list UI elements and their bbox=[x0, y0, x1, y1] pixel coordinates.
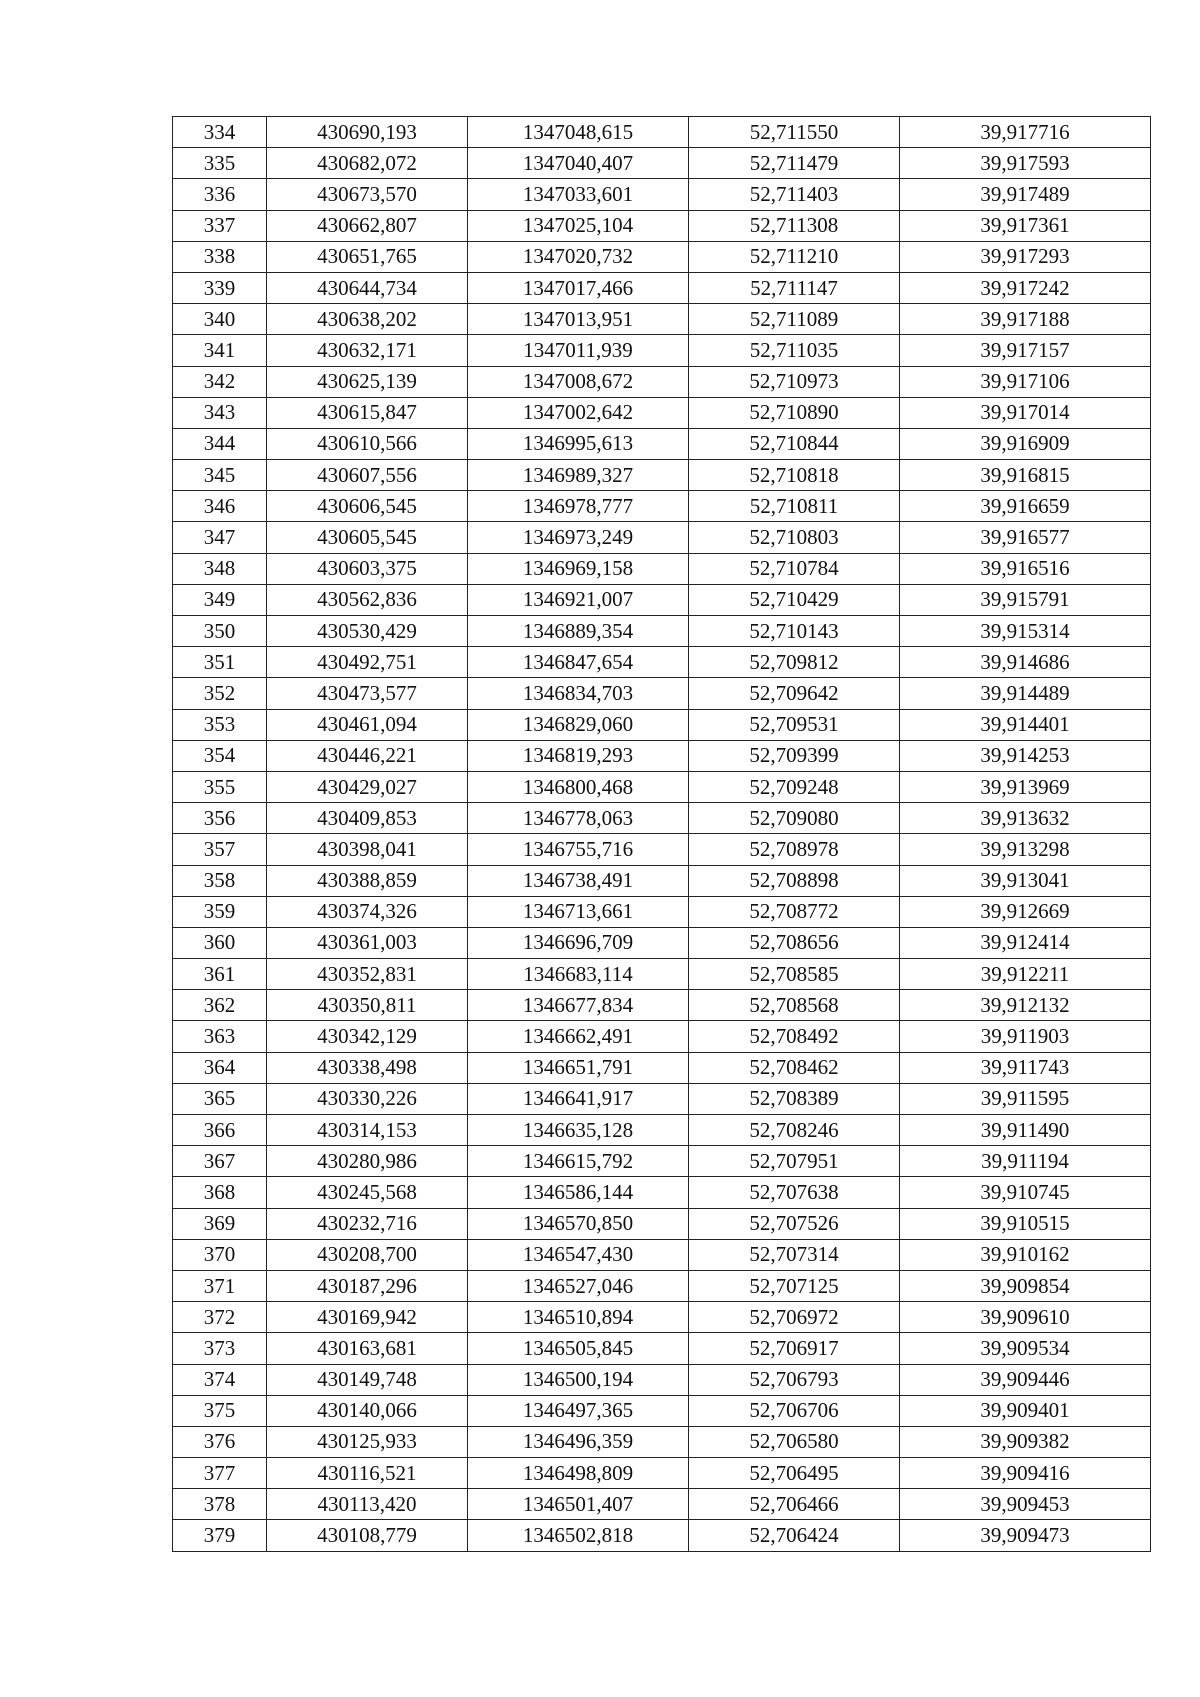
x-coordinate-cell: 430398,041 bbox=[267, 834, 468, 865]
point-number-cell: 359 bbox=[173, 896, 267, 927]
table-row bbox=[173, 1052, 1151, 1083]
latitude-cell: 52,710844 bbox=[689, 428, 900, 459]
y-coordinate-cell: 1346497,365 bbox=[468, 1395, 689, 1426]
y-coordinate-cell: 1346713,661 bbox=[468, 896, 689, 927]
point-number-cell: 378 bbox=[173, 1489, 267, 1520]
point-number-cell: 354 bbox=[173, 740, 267, 771]
x-coordinate-cell: 430615,847 bbox=[267, 397, 468, 428]
longitude-cell: 39,910515 bbox=[900, 1208, 1151, 1239]
x-coordinate-cell: 430350,811 bbox=[267, 990, 468, 1021]
table-row bbox=[173, 304, 1151, 335]
latitude-cell: 52,708898 bbox=[689, 865, 900, 896]
table-row bbox=[173, 210, 1151, 241]
point-number-cell: 345 bbox=[173, 460, 267, 491]
x-coordinate-cell: 430232,716 bbox=[267, 1208, 468, 1239]
table-row bbox=[173, 272, 1151, 303]
point-number-cell: 357 bbox=[173, 834, 267, 865]
point-number-cell: 366 bbox=[173, 1115, 267, 1146]
x-coordinate-cell: 430113,420 bbox=[267, 1489, 468, 1520]
table-row bbox=[173, 1146, 1151, 1177]
x-coordinate-cell: 430116,521 bbox=[267, 1458, 468, 1489]
point-number-cell: 373 bbox=[173, 1333, 267, 1364]
x-coordinate-cell: 430208,700 bbox=[267, 1239, 468, 1270]
table-row bbox=[173, 491, 1151, 522]
longitude-cell: 39,910162 bbox=[900, 1239, 1151, 1270]
table-row bbox=[173, 1302, 1151, 1333]
x-coordinate-cell: 430562,836 bbox=[267, 584, 468, 615]
longitude-cell: 39,909416 bbox=[900, 1458, 1151, 1489]
table-row bbox=[173, 803, 1151, 834]
y-coordinate-cell: 1346570,850 bbox=[468, 1208, 689, 1239]
longitude-cell: 39,917188 bbox=[900, 304, 1151, 335]
point-number-cell: 348 bbox=[173, 553, 267, 584]
y-coordinate-cell: 1346615,792 bbox=[468, 1146, 689, 1177]
latitude-cell: 52,706580 bbox=[689, 1426, 900, 1457]
y-coordinate-cell: 1347040,407 bbox=[468, 148, 689, 179]
y-coordinate-cell: 1346641,917 bbox=[468, 1083, 689, 1114]
y-coordinate-cell: 1346969,158 bbox=[468, 553, 689, 584]
table-row bbox=[173, 148, 1151, 179]
latitude-cell: 52,709812 bbox=[689, 647, 900, 678]
x-coordinate-cell: 430461,094 bbox=[267, 709, 468, 740]
y-coordinate-cell: 1346651,791 bbox=[468, 1052, 689, 1083]
y-coordinate-cell: 1346989,327 bbox=[468, 460, 689, 491]
longitude-cell: 39,913041 bbox=[900, 865, 1151, 896]
y-coordinate-cell: 1346829,060 bbox=[468, 709, 689, 740]
x-coordinate-cell: 430673,570 bbox=[267, 179, 468, 210]
y-coordinate-cell: 1347013,951 bbox=[468, 304, 689, 335]
x-coordinate-cell: 430530,429 bbox=[267, 616, 468, 647]
y-coordinate-cell: 1346586,144 bbox=[468, 1177, 689, 1208]
latitude-cell: 52,707125 bbox=[689, 1270, 900, 1301]
table-row bbox=[173, 1239, 1151, 1270]
longitude-cell: 39,909534 bbox=[900, 1333, 1151, 1364]
longitude-cell: 39,917106 bbox=[900, 366, 1151, 397]
table-row bbox=[173, 1395, 1151, 1426]
point-number-cell: 369 bbox=[173, 1208, 267, 1239]
longitude-cell: 39,909382 bbox=[900, 1426, 1151, 1457]
point-number-cell: 356 bbox=[173, 803, 267, 834]
latitude-cell: 52,708492 bbox=[689, 1021, 900, 1052]
latitude-cell: 52,710811 bbox=[689, 491, 900, 522]
longitude-cell: 39,911490 bbox=[900, 1115, 1151, 1146]
latitude-cell: 52,711403 bbox=[689, 179, 900, 210]
point-number-cell: 372 bbox=[173, 1302, 267, 1333]
x-coordinate-cell: 430314,153 bbox=[267, 1115, 468, 1146]
y-coordinate-cell: 1347017,466 bbox=[468, 272, 689, 303]
y-coordinate-cell: 1346498,809 bbox=[468, 1458, 689, 1489]
x-coordinate-cell: 430682,072 bbox=[267, 148, 468, 179]
y-coordinate-cell: 1347002,642 bbox=[468, 397, 689, 428]
y-coordinate-cell: 1346496,359 bbox=[468, 1426, 689, 1457]
table-row bbox=[173, 834, 1151, 865]
table-row bbox=[173, 335, 1151, 366]
longitude-cell: 39,912211 bbox=[900, 959, 1151, 990]
table-row bbox=[173, 117, 1151, 148]
table-row bbox=[173, 771, 1151, 802]
latitude-cell: 52,711550 bbox=[689, 117, 900, 148]
y-coordinate-cell: 1346683,114 bbox=[468, 959, 689, 990]
point-number-cell: 352 bbox=[173, 678, 267, 709]
latitude-cell: 52,710818 bbox=[689, 460, 900, 491]
latitude-cell: 52,710803 bbox=[689, 522, 900, 553]
x-coordinate-cell: 430169,942 bbox=[267, 1302, 468, 1333]
y-coordinate-cell: 1346502,818 bbox=[468, 1520, 689, 1551]
coordinates-table-body bbox=[173, 117, 1151, 1552]
y-coordinate-cell: 1346819,293 bbox=[468, 740, 689, 771]
latitude-cell: 52,710973 bbox=[689, 366, 900, 397]
x-coordinate-cell: 430644,734 bbox=[267, 272, 468, 303]
longitude-cell: 39,913969 bbox=[900, 771, 1151, 802]
latitude-cell: 52,708389 bbox=[689, 1083, 900, 1114]
point-number-cell: 353 bbox=[173, 709, 267, 740]
point-number-cell: 371 bbox=[173, 1270, 267, 1301]
y-coordinate-cell: 1347011,939 bbox=[468, 335, 689, 366]
longitude-cell: 39,916909 bbox=[900, 428, 1151, 459]
longitude-cell: 39,917242 bbox=[900, 272, 1151, 303]
x-coordinate-cell: 430149,748 bbox=[267, 1364, 468, 1395]
x-coordinate-cell: 430388,859 bbox=[267, 865, 468, 896]
longitude-cell: 39,915791 bbox=[900, 584, 1151, 615]
y-coordinate-cell: 1346547,430 bbox=[468, 1239, 689, 1270]
latitude-cell: 52,706917 bbox=[689, 1333, 900, 1364]
latitude-cell: 52,711147 bbox=[689, 272, 900, 303]
table-row bbox=[173, 709, 1151, 740]
longitude-cell: 39,916516 bbox=[900, 553, 1151, 584]
point-number-cell: 342 bbox=[173, 366, 267, 397]
y-coordinate-cell: 1347048,615 bbox=[468, 117, 689, 148]
x-coordinate-cell: 430473,577 bbox=[267, 678, 468, 709]
point-number-cell: 346 bbox=[173, 491, 267, 522]
x-coordinate-cell: 430603,375 bbox=[267, 553, 468, 584]
point-number-cell: 351 bbox=[173, 647, 267, 678]
latitude-cell: 52,706793 bbox=[689, 1364, 900, 1395]
table-row bbox=[173, 1458, 1151, 1489]
y-coordinate-cell: 1347025,104 bbox=[468, 210, 689, 241]
y-coordinate-cell: 1346800,468 bbox=[468, 771, 689, 802]
x-coordinate-cell: 430352,831 bbox=[267, 959, 468, 990]
point-number-cell: 355 bbox=[173, 771, 267, 802]
point-number-cell: 368 bbox=[173, 1177, 267, 1208]
x-coordinate-cell: 430245,568 bbox=[267, 1177, 468, 1208]
point-number-cell: 360 bbox=[173, 927, 267, 958]
longitude-cell: 39,917157 bbox=[900, 335, 1151, 366]
longitude-cell: 39,917716 bbox=[900, 117, 1151, 148]
point-number-cell: 347 bbox=[173, 522, 267, 553]
longitude-cell: 39,911743 bbox=[900, 1052, 1151, 1083]
latitude-cell: 52,709399 bbox=[689, 740, 900, 771]
longitude-cell: 39,912414 bbox=[900, 927, 1151, 958]
table-row bbox=[173, 1489, 1151, 1520]
latitude-cell: 52,709080 bbox=[689, 803, 900, 834]
latitude-cell: 52,707526 bbox=[689, 1208, 900, 1239]
longitude-cell: 39,917593 bbox=[900, 148, 1151, 179]
x-coordinate-cell: 430429,027 bbox=[267, 771, 468, 802]
y-coordinate-cell: 1346778,063 bbox=[468, 803, 689, 834]
y-coordinate-cell: 1346662,491 bbox=[468, 1021, 689, 1052]
longitude-cell: 39,911194 bbox=[900, 1146, 1151, 1177]
point-number-cell: 362 bbox=[173, 990, 267, 1021]
y-coordinate-cell: 1346978,777 bbox=[468, 491, 689, 522]
x-coordinate-cell: 430140,066 bbox=[267, 1395, 468, 1426]
x-coordinate-cell: 430374,326 bbox=[267, 896, 468, 927]
longitude-cell: 39,913632 bbox=[900, 803, 1151, 834]
x-coordinate-cell: 430492,751 bbox=[267, 647, 468, 678]
point-number-cell: 374 bbox=[173, 1364, 267, 1395]
point-number-cell: 377 bbox=[173, 1458, 267, 1489]
longitude-cell: 39,909854 bbox=[900, 1270, 1151, 1301]
x-coordinate-cell: 430108,779 bbox=[267, 1520, 468, 1551]
table-row bbox=[173, 1208, 1151, 1239]
table-row bbox=[173, 1083, 1151, 1114]
x-coordinate-cell: 430607,556 bbox=[267, 460, 468, 491]
table-row bbox=[173, 896, 1151, 927]
longitude-cell: 39,917014 bbox=[900, 397, 1151, 428]
latitude-cell: 52,711089 bbox=[689, 304, 900, 335]
y-coordinate-cell: 1346973,249 bbox=[468, 522, 689, 553]
y-coordinate-cell: 1346921,007 bbox=[468, 584, 689, 615]
y-coordinate-cell: 1347033,601 bbox=[468, 179, 689, 210]
x-coordinate-cell: 430605,545 bbox=[267, 522, 468, 553]
y-coordinate-cell: 1346635,128 bbox=[468, 1115, 689, 1146]
y-coordinate-cell: 1347020,732 bbox=[468, 241, 689, 272]
table-row bbox=[173, 616, 1151, 647]
point-number-cell: 370 bbox=[173, 1239, 267, 1270]
latitude-cell: 52,708585 bbox=[689, 959, 900, 990]
longitude-cell: 39,909401 bbox=[900, 1395, 1151, 1426]
y-coordinate-cell: 1346527,046 bbox=[468, 1270, 689, 1301]
coordinates-table bbox=[172, 116, 1151, 1552]
x-coordinate-cell: 430187,296 bbox=[267, 1270, 468, 1301]
latitude-cell: 52,710784 bbox=[689, 553, 900, 584]
longitude-cell: 39,913298 bbox=[900, 834, 1151, 865]
longitude-cell: 39,914253 bbox=[900, 740, 1151, 771]
longitude-cell: 39,914401 bbox=[900, 709, 1151, 740]
y-coordinate-cell: 1346889,354 bbox=[468, 616, 689, 647]
point-number-cell: 349 bbox=[173, 584, 267, 615]
table-row bbox=[173, 1115, 1151, 1146]
latitude-cell: 52,709642 bbox=[689, 678, 900, 709]
point-number-cell: 361 bbox=[173, 959, 267, 990]
longitude-cell: 39,911903 bbox=[900, 1021, 1151, 1052]
longitude-cell: 39,909473 bbox=[900, 1520, 1151, 1551]
point-number-cell: 337 bbox=[173, 210, 267, 241]
table-row bbox=[173, 1333, 1151, 1364]
longitude-cell: 39,909610 bbox=[900, 1302, 1151, 1333]
y-coordinate-cell: 1346510,894 bbox=[468, 1302, 689, 1333]
point-number-cell: 343 bbox=[173, 397, 267, 428]
longitude-cell: 39,911595 bbox=[900, 1083, 1151, 1114]
table-row bbox=[173, 1270, 1151, 1301]
x-coordinate-cell: 430163,681 bbox=[267, 1333, 468, 1364]
point-number-cell: 363 bbox=[173, 1021, 267, 1052]
longitude-cell: 39,916815 bbox=[900, 460, 1151, 491]
y-coordinate-cell: 1346847,654 bbox=[468, 647, 689, 678]
x-coordinate-cell: 430280,986 bbox=[267, 1146, 468, 1177]
x-coordinate-cell: 430662,807 bbox=[267, 210, 468, 241]
table-row bbox=[173, 460, 1151, 491]
point-number-cell: 339 bbox=[173, 272, 267, 303]
latitude-cell: 52,709531 bbox=[689, 709, 900, 740]
point-number-cell: 340 bbox=[173, 304, 267, 335]
table-row bbox=[173, 1177, 1151, 1208]
table-row bbox=[173, 678, 1151, 709]
latitude-cell: 52,706424 bbox=[689, 1520, 900, 1551]
x-coordinate-cell: 430125,933 bbox=[267, 1426, 468, 1457]
y-coordinate-cell: 1346500,194 bbox=[468, 1364, 689, 1395]
point-number-cell: 367 bbox=[173, 1146, 267, 1177]
x-coordinate-cell: 430651,765 bbox=[267, 241, 468, 272]
point-number-cell: 376 bbox=[173, 1426, 267, 1457]
y-coordinate-cell: 1346696,709 bbox=[468, 927, 689, 958]
latitude-cell: 52,706466 bbox=[689, 1489, 900, 1520]
point-number-cell: 375 bbox=[173, 1395, 267, 1426]
point-number-cell: 336 bbox=[173, 179, 267, 210]
latitude-cell: 52,710429 bbox=[689, 584, 900, 615]
latitude-cell: 52,708462 bbox=[689, 1052, 900, 1083]
latitude-cell: 52,707951 bbox=[689, 1146, 900, 1177]
point-number-cell: 335 bbox=[173, 148, 267, 179]
longitude-cell: 39,917361 bbox=[900, 210, 1151, 241]
y-coordinate-cell: 1347008,672 bbox=[468, 366, 689, 397]
table-row bbox=[173, 584, 1151, 615]
latitude-cell: 52,711035 bbox=[689, 335, 900, 366]
longitude-cell: 39,917489 bbox=[900, 179, 1151, 210]
latitude-cell: 52,708568 bbox=[689, 990, 900, 1021]
latitude-cell: 52,710143 bbox=[689, 616, 900, 647]
latitude-cell: 52,706495 bbox=[689, 1458, 900, 1489]
table-row bbox=[173, 1021, 1151, 1052]
table-row bbox=[173, 865, 1151, 896]
latitude-cell: 52,711210 bbox=[689, 241, 900, 272]
longitude-cell: 39,917293 bbox=[900, 241, 1151, 272]
x-coordinate-cell: 430446,221 bbox=[267, 740, 468, 771]
y-coordinate-cell: 1346505,845 bbox=[468, 1333, 689, 1364]
table-row bbox=[173, 522, 1151, 553]
y-coordinate-cell: 1346755,716 bbox=[468, 834, 689, 865]
longitude-cell: 39,909453 bbox=[900, 1489, 1151, 1520]
latitude-cell: 52,708656 bbox=[689, 927, 900, 958]
point-number-cell: 338 bbox=[173, 241, 267, 272]
latitude-cell: 52,708772 bbox=[689, 896, 900, 927]
point-number-cell: 379 bbox=[173, 1520, 267, 1551]
longitude-cell: 39,916659 bbox=[900, 491, 1151, 522]
table-row bbox=[173, 428, 1151, 459]
table-row bbox=[173, 397, 1151, 428]
latitude-cell: 52,710890 bbox=[689, 397, 900, 428]
latitude-cell: 52,709248 bbox=[689, 771, 900, 802]
latitude-cell: 52,707638 bbox=[689, 1177, 900, 1208]
point-number-cell: 358 bbox=[173, 865, 267, 896]
table-row bbox=[173, 366, 1151, 397]
x-coordinate-cell: 430409,853 bbox=[267, 803, 468, 834]
table-row bbox=[173, 990, 1151, 1021]
longitude-cell: 39,916577 bbox=[900, 522, 1151, 553]
y-coordinate-cell: 1346738,491 bbox=[468, 865, 689, 896]
x-coordinate-cell: 430632,171 bbox=[267, 335, 468, 366]
table-row bbox=[173, 241, 1151, 272]
table-row bbox=[173, 553, 1151, 584]
point-number-cell: 341 bbox=[173, 335, 267, 366]
x-coordinate-cell: 430606,545 bbox=[267, 491, 468, 522]
point-number-cell: 334 bbox=[173, 117, 267, 148]
latitude-cell: 52,711308 bbox=[689, 210, 900, 241]
table-row bbox=[173, 740, 1151, 771]
longitude-cell: 39,909446 bbox=[900, 1364, 1151, 1395]
x-coordinate-cell: 430610,566 bbox=[267, 428, 468, 459]
longitude-cell: 39,914489 bbox=[900, 678, 1151, 709]
longitude-cell: 39,912669 bbox=[900, 896, 1151, 927]
point-number-cell: 364 bbox=[173, 1052, 267, 1083]
table-row bbox=[173, 647, 1151, 678]
x-coordinate-cell: 430638,202 bbox=[267, 304, 468, 335]
point-number-cell: 365 bbox=[173, 1083, 267, 1114]
table-row bbox=[173, 959, 1151, 990]
table-row bbox=[173, 927, 1151, 958]
latitude-cell: 52,708246 bbox=[689, 1115, 900, 1146]
y-coordinate-cell: 1346677,834 bbox=[468, 990, 689, 1021]
point-number-cell: 350 bbox=[173, 616, 267, 647]
x-coordinate-cell: 430342,129 bbox=[267, 1021, 468, 1052]
latitude-cell: 52,706972 bbox=[689, 1302, 900, 1333]
y-coordinate-cell: 1346995,613 bbox=[468, 428, 689, 459]
y-coordinate-cell: 1346834,703 bbox=[468, 678, 689, 709]
x-coordinate-cell: 430338,498 bbox=[267, 1052, 468, 1083]
latitude-cell: 52,706706 bbox=[689, 1395, 900, 1426]
table-row bbox=[173, 1520, 1151, 1551]
x-coordinate-cell: 430361,003 bbox=[267, 927, 468, 958]
longitude-cell: 39,910745 bbox=[900, 1177, 1151, 1208]
table-row bbox=[173, 1426, 1151, 1457]
longitude-cell: 39,912132 bbox=[900, 990, 1151, 1021]
latitude-cell: 52,708978 bbox=[689, 834, 900, 865]
x-coordinate-cell: 430690,193 bbox=[267, 117, 468, 148]
latitude-cell: 52,711479 bbox=[689, 148, 900, 179]
latitude-cell: 52,707314 bbox=[689, 1239, 900, 1270]
point-number-cell: 344 bbox=[173, 428, 267, 459]
longitude-cell: 39,914686 bbox=[900, 647, 1151, 678]
x-coordinate-cell: 430625,139 bbox=[267, 366, 468, 397]
y-coordinate-cell: 1346501,407 bbox=[468, 1489, 689, 1520]
table-row bbox=[173, 179, 1151, 210]
table-row bbox=[173, 1364, 1151, 1395]
longitude-cell: 39,915314 bbox=[900, 616, 1151, 647]
x-coordinate-cell: 430330,226 bbox=[267, 1083, 468, 1114]
